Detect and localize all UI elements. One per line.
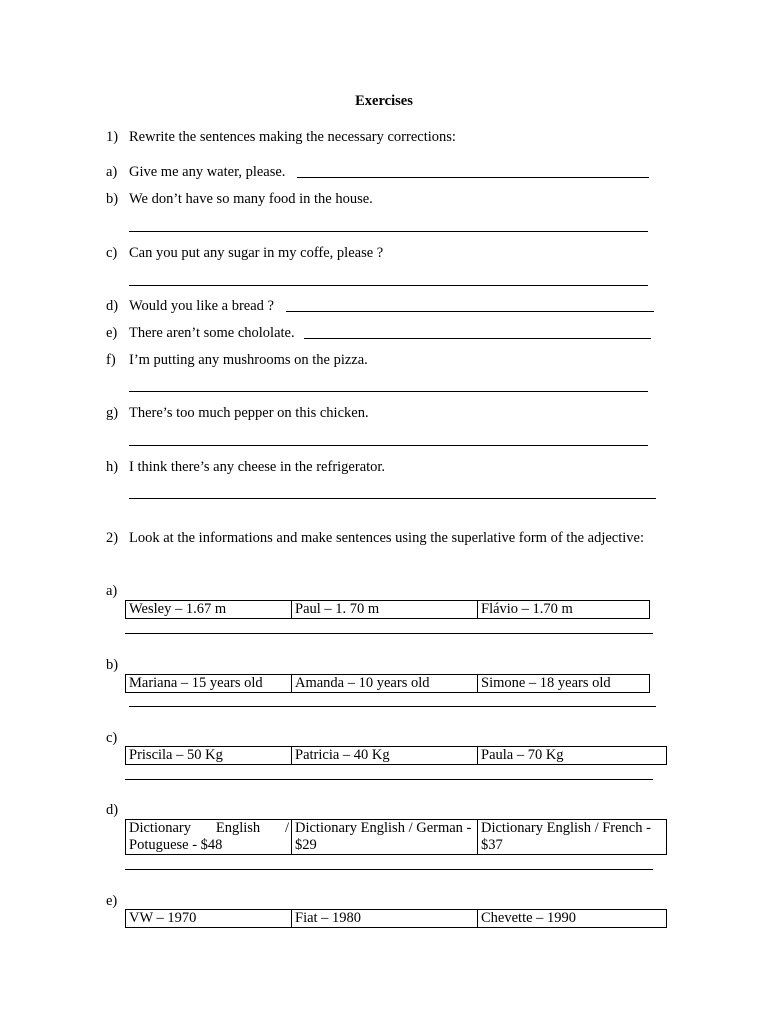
q2-item-e-table <box>125 909 667 928</box>
q1-item-e-answer-line[interactable] <box>304 338 651 339</box>
page-title: Exercises <box>355 93 413 109</box>
table-cell: Paula – 70 Kg <box>478 747 667 765</box>
table-cell: Fiat – 1980 <box>292 910 478 928</box>
question-1-number: 1) <box>106 129 119 145</box>
q2-item-a-table <box>125 600 650 619</box>
q1-item-h-text: I think there’s any cheese in the refrigerator. <box>129 459 386 475</box>
q1-item-g-text: There’s too much pepper on this chicken. <box>129 405 369 421</box>
q2-item-c-answer-line[interactable] <box>125 779 653 780</box>
q1-item-c-text: Can you put any sugar in my coffe, please ? <box>129 245 384 261</box>
table-row <box>126 910 667 928</box>
q2-item-b-answer-line[interactable] <box>129 706 656 707</box>
q2-item-d-letter: d) <box>106 802 119 818</box>
table-cell: Wesley – 1.67 m <box>126 601 292 619</box>
q1-item-f-text: I’m putting any mushrooms on the pizza. <box>129 352 368 368</box>
q2-item-e-letter: e) <box>106 893 118 909</box>
table-cell: Patricia – 40 Kg <box>292 747 478 765</box>
table-cell: Mariana – 15 years old <box>126 675 292 693</box>
q1-item-a-answer-line[interactable] <box>297 177 649 178</box>
table-cell: Dictionary English / Potuguese - $48 <box>126 820 292 855</box>
table-row <box>126 675 650 693</box>
q1-item-b-letter: b) <box>106 191 119 207</box>
q2-item-a-answer-line[interactable] <box>125 633 653 634</box>
q1-item-a-text: Give me any water, please. <box>129 164 286 180</box>
q2-item-c-letter: c) <box>106 730 118 746</box>
q1-item-c-letter: c) <box>106 245 118 261</box>
q2-item-b-table <box>125 674 650 693</box>
q1-item-g-answer-line[interactable] <box>129 445 648 446</box>
table-cell: Dictionary English / German - $29 <box>292 820 478 855</box>
table-cell: Priscila – 50 Kg <box>126 747 292 765</box>
table-cell: Dictionary English / French - $37 <box>478 820 667 855</box>
q2-item-a-letter: a) <box>106 583 118 599</box>
q2-item-d-answer-line[interactable] <box>125 869 653 870</box>
table-cell: Amanda – 10 years old <box>292 675 478 693</box>
q1-item-h-answer-line[interactable] <box>129 498 656 499</box>
q1-item-e-text: There aren’t some chololate. <box>129 325 295 341</box>
question-1-prompt: Rewrite the sentences making the necessary corrections: <box>129 129 456 145</box>
question-2-prompt: Look at the informations and make sentences using the superlative form of the adjective: <box>129 530 644 546</box>
q1-item-e-letter: e) <box>106 325 118 341</box>
q2-item-b-letter: b) <box>106 657 119 673</box>
q1-item-h-letter: h) <box>106 459 119 475</box>
q1-item-g-letter: g) <box>106 405 119 421</box>
table-row <box>126 820 667 855</box>
q2-item-c-table <box>125 746 667 765</box>
table-row <box>126 747 667 765</box>
table-cell: Simone – 18 years old <box>478 675 650 693</box>
q1-item-d-text: Would you like a bread ? <box>129 298 274 314</box>
q1-item-b-text: We don’t have so many food in the house. <box>129 191 373 207</box>
q1-item-b-answer-line[interactable] <box>129 231 648 232</box>
q1-item-a-letter: a) <box>106 164 118 180</box>
q2-item-d-table <box>125 819 667 855</box>
table-cell: Paul – 1. 70 m <box>292 601 478 619</box>
table-row <box>126 601 650 619</box>
q1-item-f-answer-line[interactable] <box>129 391 648 392</box>
question-2-number: 2) <box>106 530 119 546</box>
table-cell: VW – 1970 <box>126 910 292 928</box>
q1-item-d-answer-line[interactable] <box>286 311 654 312</box>
q1-item-d-letter: d) <box>106 298 119 314</box>
q1-item-f-letter: f) <box>106 352 116 368</box>
table-cell: Chevette – 1990 <box>478 910 667 928</box>
q1-item-a <box>129 163 285 181</box>
table-cell: Flávio – 1.70 m <box>478 601 650 619</box>
q1-item-c-answer-line[interactable] <box>129 285 648 286</box>
